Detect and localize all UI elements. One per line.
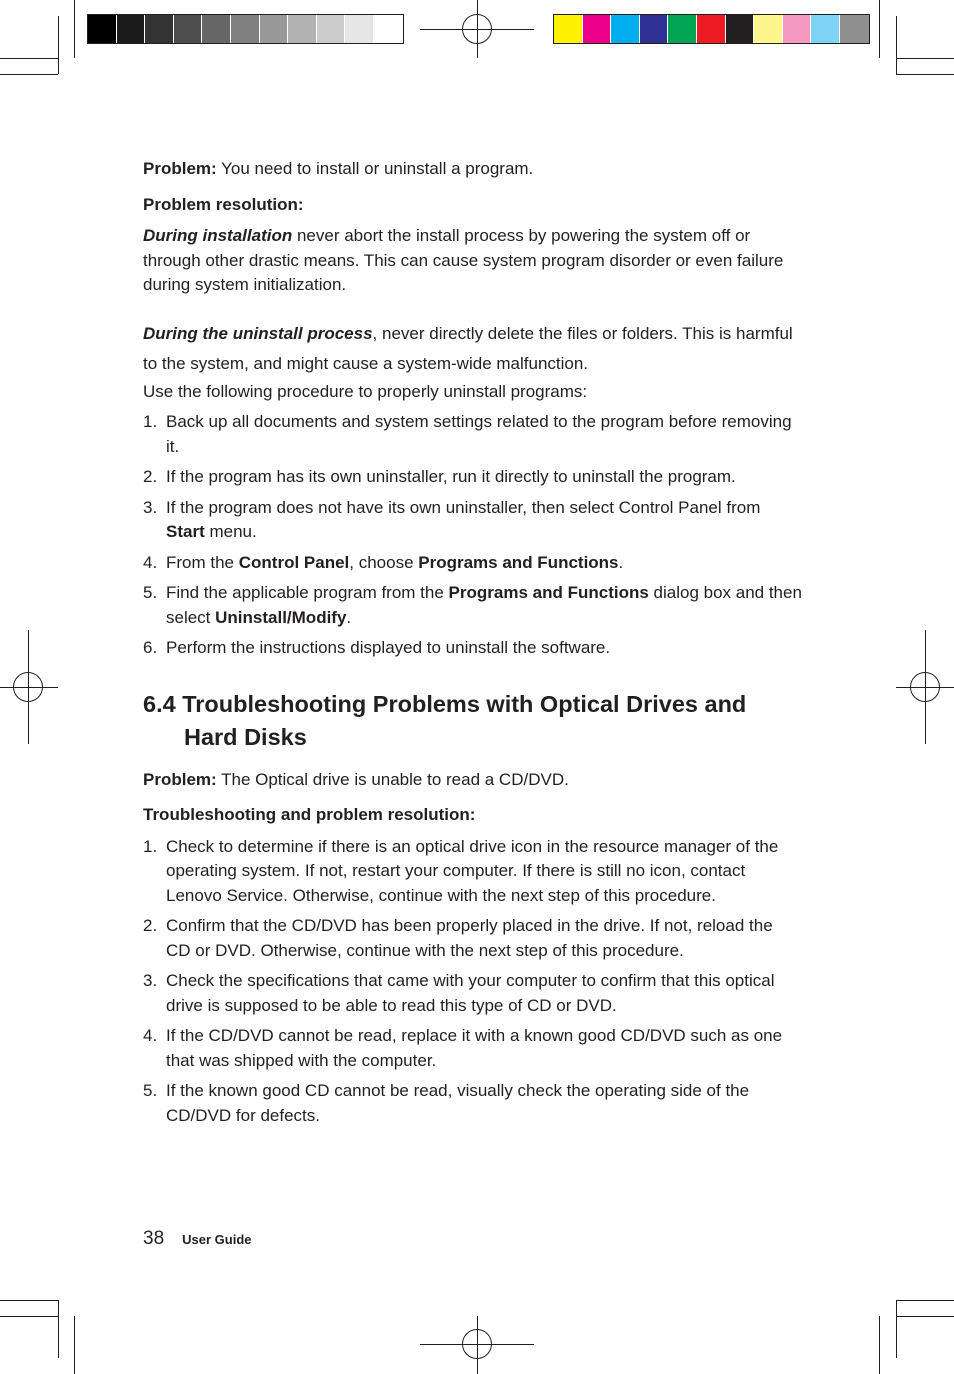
crop-mark xyxy=(879,0,880,58)
step-emphasis: Control Panel xyxy=(238,552,350,572)
color-swatch xyxy=(174,15,203,43)
uninstall-steps xyxy=(143,410,803,661)
step-number: 4. xyxy=(143,1026,158,1045)
registration-circle xyxy=(462,14,492,44)
resolution-heading: Troubleshooting and problem resolution: xyxy=(143,805,476,824)
color-swatch xyxy=(697,15,726,43)
section-heading: 6.4 Troubleshooting Problems with Optical Drives and Hard Disks xyxy=(143,690,747,750)
step-number: 1. xyxy=(143,836,158,856)
step-text: If the program does not have its own uninstaller, then select Control Panel from xyxy=(166,497,761,517)
step-text: . xyxy=(618,552,624,572)
step-number: 6. xyxy=(143,638,158,657)
step-number: 1. xyxy=(143,412,158,431)
step-number: 3. xyxy=(143,497,158,517)
step-text: Check to determine if there is an optical drive icon in the resource manager of the operating system. If not, restart your computer. If there is still no icon, contact Lenovo Service. Otherwise, continue with the next step of this procedure. xyxy=(166,836,779,905)
list-item xyxy=(143,1024,783,1073)
install-paragraph xyxy=(143,224,803,298)
page-content xyxy=(143,157,803,1128)
step-text: , choose xyxy=(349,552,419,572)
color-swatch xyxy=(668,15,697,43)
color-bar xyxy=(553,14,870,44)
color-swatch xyxy=(611,15,640,43)
install-text: never abort the install process by powering the system off or through other drastic means. This can cause system program disorder or even failure during system initialization. xyxy=(143,226,784,294)
problem-text: You need to install or uninstall a program. xyxy=(216,159,534,178)
problem-statement xyxy=(143,768,803,793)
uninstall-lead: During the uninstall process xyxy=(143,323,373,343)
color-swatch xyxy=(754,15,783,43)
step-emphasis: Uninstall/Modify xyxy=(215,607,347,627)
registration-circle xyxy=(462,1329,492,1359)
crop-mark xyxy=(896,58,954,59)
crop-mark xyxy=(0,58,58,59)
list-item xyxy=(143,914,783,963)
step-text: Back up all documents and system settings related to the program before removing it. xyxy=(166,412,792,456)
color-swatch xyxy=(145,15,174,43)
install-lead: During installation xyxy=(143,226,293,245)
step-text: If the known good CD cannot be read, visually check the operating side of the CD/DVD for defects. xyxy=(166,1081,750,1125)
crop-mark xyxy=(74,1316,75,1374)
step-text: Check the specifications that came with your computer to confirm that this optical drive is supposed to be able to read this type of CD or DVD. xyxy=(166,971,775,1015)
step-text: . xyxy=(346,607,352,627)
crop-mark xyxy=(896,74,954,75)
list-item xyxy=(143,636,803,661)
step-emphasis: Programs and Functions xyxy=(418,552,619,572)
list-item xyxy=(143,969,783,1018)
problem-label: Problem: xyxy=(143,159,217,178)
color-swatch xyxy=(117,15,146,43)
step-text: dialog box and then select xyxy=(166,583,802,627)
crop-mark xyxy=(0,1300,58,1301)
color-swatch xyxy=(374,15,403,43)
color-swatch xyxy=(840,15,869,43)
registration-circle xyxy=(910,672,940,702)
crop-mark xyxy=(0,74,58,75)
crop-mark xyxy=(58,16,59,74)
step-number: 3. xyxy=(143,971,158,990)
color-swatch xyxy=(726,15,755,43)
color-swatch xyxy=(583,15,612,43)
optical-steps xyxy=(143,835,783,1129)
step-emphasis: Programs and Functions xyxy=(448,583,649,602)
color-swatch xyxy=(783,15,812,43)
problem-statement xyxy=(143,157,803,182)
list-item xyxy=(143,551,803,576)
color-swatch xyxy=(811,15,840,43)
crop-mark xyxy=(896,1300,897,1358)
step-text: Confirm that the CD/DVD has been properly placed in the drive. If not, reload the CD or DVD. Otherwise, continue with the next step of this procedure. xyxy=(166,916,773,960)
step-text: menu. xyxy=(204,522,257,541)
registration-circle xyxy=(13,672,43,702)
list-item xyxy=(143,410,803,459)
step-number: 2. xyxy=(143,467,158,486)
crop-mark xyxy=(896,1316,954,1317)
color-swatch xyxy=(317,15,346,43)
color-swatch xyxy=(260,15,289,43)
color-swatch xyxy=(202,15,231,43)
step-text: If the program has its own uninstaller, run it directly to uninstall the program. xyxy=(166,467,736,486)
list-item xyxy=(143,835,783,909)
crop-mark xyxy=(58,1300,59,1358)
color-swatch xyxy=(88,15,117,43)
crop-mark xyxy=(0,1316,58,1317)
color-swatch xyxy=(554,15,583,43)
color-swatch xyxy=(640,15,669,43)
grayscale-bar xyxy=(87,14,404,44)
problem-text: The Optical drive is unable to read a CD/DVD. xyxy=(216,769,569,789)
crop-mark xyxy=(896,16,897,74)
step-number: 4. xyxy=(143,552,158,572)
page-number: 38 xyxy=(143,1228,165,1249)
crop-mark xyxy=(879,1316,880,1374)
step-number: 2. xyxy=(143,916,158,935)
step-text: Perform the instructions displayed to uninstall the software. xyxy=(166,638,611,657)
footer-title: User Guide xyxy=(182,1232,252,1247)
uninstall-paragraph xyxy=(143,319,803,379)
crop-mark xyxy=(896,1300,954,1301)
color-swatch xyxy=(231,15,260,43)
list-item xyxy=(143,465,803,490)
step-text: If the CD/DVD cannot be read, replace it with a known good CD/DVD such as one that was shipped with the computer. xyxy=(166,1026,783,1070)
procedure-intro: Use the following procedure to properly uninstall programs: xyxy=(143,381,588,401)
color-swatch xyxy=(345,15,374,43)
step-number: 5. xyxy=(143,583,158,602)
list-item xyxy=(143,496,803,545)
step-number: 5. xyxy=(143,1081,158,1100)
crop-mark xyxy=(74,0,75,58)
list-item xyxy=(143,1079,783,1128)
step-emphasis: Start xyxy=(166,522,205,541)
step-text: Find the applicable program from the xyxy=(166,583,449,602)
uninstall-text: , never directly delete the files or folders. This is harmful to the system, and might cause a system-wide malfunction. xyxy=(143,323,793,373)
color-swatch xyxy=(288,15,317,43)
step-text: From the xyxy=(166,552,239,572)
resolution-heading: Problem resolution: xyxy=(143,194,304,214)
page-footer xyxy=(143,1228,252,1250)
problem-label: Problem: xyxy=(143,769,217,789)
list-item xyxy=(143,581,803,630)
